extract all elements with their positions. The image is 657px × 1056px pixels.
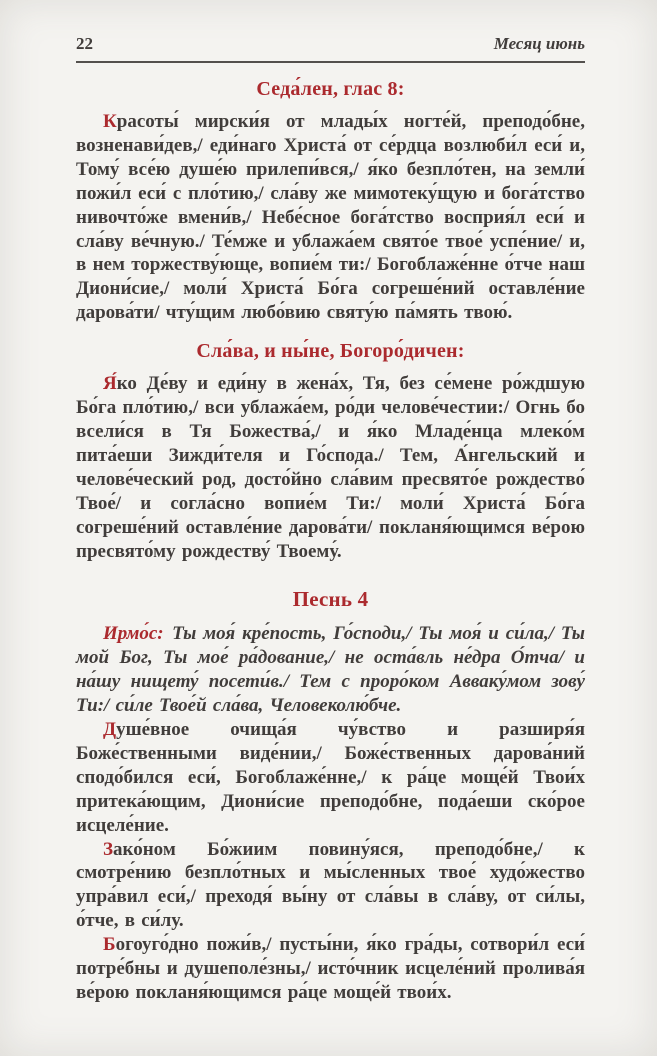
drop-initial: Б bbox=[103, 934, 116, 956]
irmos-label: Ирмо́с: bbox=[103, 623, 164, 645]
page-header bbox=[76, 34, 585, 54]
paragraph-tropar-1 bbox=[76, 718, 585, 838]
paragraph-sedalen bbox=[76, 110, 585, 325]
drop-initial: К bbox=[103, 111, 117, 132]
heading-pesn-4: Песнь 4 bbox=[292, 587, 369, 612]
drop-initial: Д bbox=[103, 719, 117, 741]
heading-sedalen: Седа́лен, глас 8: bbox=[256, 78, 405, 100]
paragraph-bogorodichen bbox=[76, 372, 585, 563]
page-number: 22 bbox=[76, 34, 93, 53]
heading-slava-i-nyne: Сла́ва, и ны́не, Богоро́дичен: bbox=[196, 340, 465, 363]
paragraph-text: уше́вное очища́я чу́вство и разширя́я Боже́ственными виде́нии,/ Боже́ственных дарова́ний сподо́бился еси́, Богоблаже́нне,/ к ра́це моще́й Твои́х притека́ющим, Диони́сие преподо́бне, пода́еши ско́рое исцеле́ние. bbox=[76, 719, 585, 836]
paragraph-text: ако́ном Бо́жиим повину́яся, преподо́бне,/ к смотре́нию безпло́тных и мы́сленных твое́ худо́жество упра́вил еси́,/ преходя́ вы́ну от сла́вы в сла́ву, от си́лы, о́тче, в си́лу. bbox=[76, 838, 585, 932]
drop-initial: Я́ bbox=[103, 373, 117, 395]
paragraph-text: расоты́ мирски́я от млады́х ногте́й, преподо́бне, возненави́дев,/ еди́наго Христа́ от се́рдца возлюби́л еси́ и, Тому́ все́ю душе́ю прилепи́вся,/ я́ко безпло́тен, на земли́ пожи́л еси́ с пло́тию,/ сла́ву же мимотеку́щую и бога́тство нивочто́же вмени́в,/ Небе́сное бога́тство восприя́л еси́ и сла́ву ве́чную./ Те́мже и ублажа́ем свято́е твое́ успе́ние/ и, в нем торжеству́юще, вопие́м ти:/ Богоблаже́нне о́тче наш Диони́сие,/ моли́ Христа́ Бо́га согреше́ний оставле́ние дарова́ти/ чту́щим любо́вию святу́ю па́мять твою́. bbox=[76, 111, 585, 324]
paragraph-tropar-2 bbox=[76, 838, 585, 934]
drop-initial: З bbox=[103, 838, 114, 860]
paragraph-tropar-3 bbox=[76, 933, 585, 1005]
paragraph-text: Ты моя́ кре́пость, Го́споди,/ Ты моя́ и си́ла,/ Ты мой Бог, Ты мое́ ра́дование,/ не оста́вль не́дра О́тча/ и на́шу нищету́ посети́в./ Тем с проро́ком Авваку́мом зову́ Ти:/ си́ле Твое́й сла́ва, Человеколю́бче. bbox=[76, 623, 585, 717]
paragraph-text: ко Де́ву и еди́ну в жена́х, Тя, без се́мене ро́ждшую Бо́га пло́тию,/ вси ублажа́ем, ро́ди челове́честии:/ Огнь бо всели́ся в Тя Божества́,/ и я́ко Младе́нца млеко́м пита́еши Зижди́теля и Го́спода./ Тем, А́нгельский и челове́ческий род, досто́йно сла́вим пресвято́е рождество́ Твое́/ и согла́сно вопие́м Ти:/ моли́ Христа́ Бо́га согреше́ний оставле́ние дарова́ти/ покланя́ющимся ве́рою пресвято́му рождеству́ Твоему́. bbox=[76, 373, 585, 562]
header-rule bbox=[76, 61, 585, 63]
running-title: Месяц июнь bbox=[493, 34, 585, 53]
paragraph-irmos bbox=[76, 622, 585, 718]
paragraph-text: огоуго́дно пожи́в,/ пусты́ни, я́ко гра́ды, сотвори́л еси́ потре́бны и душеполе́зны,/ исто́чник исцеле́ний пролива́я ве́рою покланя́ющимся ра́це моще́й твои́х. bbox=[76, 934, 585, 1003]
